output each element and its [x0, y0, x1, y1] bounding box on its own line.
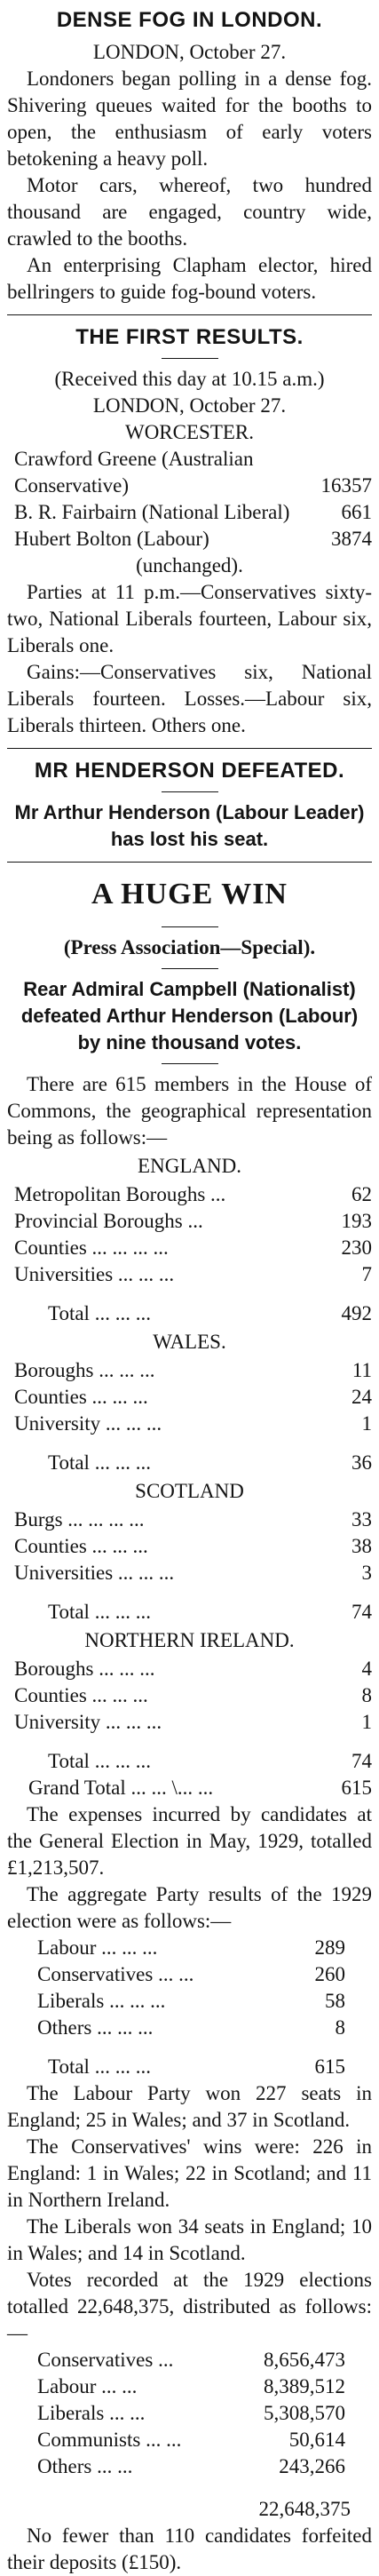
row-label: Universities	[14, 1562, 114, 1584]
row-dots: ... ... ...	[94, 2055, 151, 2078]
total-row	[7, 1748, 372, 1775]
grand-total-label: Grand Total	[28, 1777, 126, 1799]
row-dots: ... ... ...	[117, 1562, 175, 1584]
table-row	[7, 1235, 372, 1261]
total-value: 36	[351, 1451, 372, 1474]
table-row	[7, 1384, 372, 1411]
row-value: 1	[361, 1412, 372, 1435]
row-dots: ...	[187, 1210, 203, 1232]
divider	[7, 862, 372, 863]
divider	[7, 748, 372, 749]
row-value: 230	[341, 1236, 372, 1259]
row-dots: ... ... ...	[91, 1684, 148, 1706]
row-value: 62	[351, 1183, 372, 1205]
short-divider	[162, 1063, 218, 1064]
short-divider	[162, 791, 218, 792]
party-label: Conservatives	[37, 2349, 154, 2371]
candidate-name: Crawford Greene (Australian Conservative)	[14, 448, 254, 497]
candidate-votes: 3874	[331, 528, 372, 550]
party-seats: 8	[335, 2016, 345, 2039]
candidate-votes: 661	[341, 501, 372, 523]
deposits-para: No fewer than 110 candidates forfeited their deposits (£150).	[7, 2524, 372, 2573]
heading-huge-win: A HUGE WIN	[91, 878, 288, 910]
candidate-row	[7, 526, 372, 553]
table-row	[7, 1533, 372, 1560]
row-dots: ... ... \... ...	[130, 1777, 214, 1799]
total-label: Total	[48, 1451, 90, 1474]
votes-total: 22,648,375	[258, 2498, 351, 2520]
party-label: Liberals	[37, 2402, 105, 2424]
row-dots: ... ... ...	[109, 1990, 166, 2012]
row-value: 1	[361, 1711, 372, 1733]
row-dots: ... ... ...	[101, 1936, 158, 1959]
heading-henderson-defeated: MR HENDERSON DEFEATED.	[34, 759, 345, 783]
candidate-name: Hubert Bolton (Labour)	[14, 528, 209, 550]
row-dots: ... ... ...	[94, 1601, 151, 1623]
total-value: 74	[351, 1601, 372, 1623]
party-votes: 50,614	[288, 2429, 345, 2451]
total-label: Total	[48, 2055, 90, 2078]
row-label: Provincial Boroughs	[14, 1210, 183, 1232]
row-label: Counties	[14, 1386, 87, 1408]
party-row	[7, 1961, 372, 1988]
votes-row	[7, 2400, 372, 2427]
campbell-defeats-henderson: Rear Admiral Campbell (Nationalist) defeated Arthur Henderson (Labour) by nine thousand votes.	[20, 978, 359, 1053]
conservative-wins-para: The Conservatives' wins were: 226 in England: 1 in Wales; 22 in Scotland; and 11 in Northern Ireland.	[7, 2135, 372, 2211]
row-dots: ... ... ...	[94, 1750, 151, 1772]
total-row	[7, 1599, 372, 1626]
aggregate-intro: The aggregate Party results of the 1929 election were as follows:—	[7, 1883, 372, 1932]
short-divider	[162, 968, 218, 969]
grand-total-row	[7, 1775, 372, 1801]
row-dots: ...	[210, 1183, 226, 1205]
grand-total-value: 615	[341, 1777, 372, 1799]
headline-dense-fog: DENSE FOG IN LONDON.	[56, 8, 323, 32]
row-dots: ... ... ...	[117, 1263, 175, 1285]
party-votes: 8,389,512	[264, 2375, 345, 2397]
row-dots: ... ...	[101, 2375, 138, 2397]
table-row	[7, 1560, 372, 1586]
party-seats: 289	[314, 1936, 345, 1959]
table-row	[7, 1208, 372, 1235]
party-label: Others	[37, 2455, 92, 2477]
short-divider	[162, 358, 218, 359]
row-dots: ... ... ...	[105, 1412, 162, 1435]
party-votes: 243,266	[279, 2455, 345, 2477]
row-dots: ... ... ... ...	[67, 1508, 145, 1530]
fog-para-1: Londoners began polling in a dense fog. Shivering queues waited for the booths to open, the enthusiasm of early voters betokening a heavy poll.	[7, 68, 372, 170]
row-value: 3	[361, 1562, 372, 1584]
votes-row	[7, 2427, 372, 2453]
row-dots: ... ... ... ...	[91, 1236, 169, 1259]
row-label: Burgs	[14, 1508, 63, 1530]
fog-para-2: Motor cars, whereof, two hundred thousand are engaged, country wide, crawled to the booths.	[7, 174, 372, 250]
row-dots: ... ...	[97, 2455, 133, 2477]
row-dots: ... ...	[109, 2402, 146, 2424]
total-value: 74	[351, 1750, 372, 1772]
fog-dateline: LONDON, October 27.	[92, 41, 287, 63]
row-value: 4	[361, 1658, 372, 1680]
row-dots: ... ... ...	[97, 2016, 154, 2039]
expenses-para: The expenses incurred by candidates at the General Election in May, 1929, totalled £1,213,507.	[7, 1803, 372, 1879]
party-label: Labour	[37, 1936, 97, 1959]
heading-first-results: THE FIRST RESULTS.	[75, 325, 304, 349]
row-label: Metropolitan Boroughs	[14, 1183, 206, 1205]
row-label: Counties	[14, 1684, 87, 1706]
total-label: Total	[48, 1302, 90, 1324]
total-row	[7, 2054, 372, 2080]
table-row	[7, 1357, 372, 1384]
unchanged-note: (unchanged).	[136, 554, 243, 576]
row-dots: ... ...	[146, 2429, 182, 2451]
row-value: 7	[361, 1263, 372, 1285]
total-value: 615	[314, 2055, 345, 2078]
party-row	[7, 2015, 372, 2041]
section-england: ENGLAND.	[138, 1155, 241, 1177]
row-dots: ... ... ...	[99, 1658, 155, 1680]
labour-won-para: The Labour Party won 227 seats in England; 25 in Wales; and 37 in Scotland.	[7, 2082, 372, 2131]
press-association-source: (Press Association—Special).	[63, 936, 316, 958]
table-row	[7, 1709, 372, 1736]
candidate-name: B. R. Fairbairn (National Liberal)	[14, 501, 290, 523]
votes-row	[7, 2453, 372, 2480]
row-dots: ... ...	[158, 1963, 194, 1985]
parties-at-11: Parties at 11 p.m.—Conservatives sixty-two, National Liberals fourteen, Labour six, Liberals one.	[7, 581, 372, 656]
row-value: 11	[351, 1359, 372, 1381]
row-dots: ... ... ...	[105, 1711, 162, 1733]
table-row	[7, 1682, 372, 1709]
row-label: Counties	[14, 1535, 87, 1557]
row-value: 33	[351, 1508, 372, 1530]
row-dots: ...	[158, 2349, 174, 2371]
representation-intro: There are 615 members in the House of Commons, the geographical representation being as follows:—	[7, 1073, 372, 1149]
votes-row	[7, 2347, 372, 2373]
news-column	[7, 0, 372, 2576]
party-row	[7, 1988, 372, 2015]
row-value: 8	[361, 1684, 372, 1706]
table-row	[7, 1507, 372, 1533]
party-row	[7, 1935, 372, 1961]
candidate-row	[7, 499, 372, 526]
party-votes: 5,308,570	[264, 2402, 345, 2424]
section-northern-ireland: NORTHERN IRELAND.	[84, 1629, 295, 1651]
table-row	[7, 1411, 372, 1437]
row-label: Boroughs	[14, 1359, 94, 1381]
total-value: 492	[341, 1302, 372, 1324]
henderson-lost-seat: Mr Arthur Henderson (Labour Leader) has lost his seat.	[14, 801, 365, 850]
party-votes: 8,656,473	[264, 2349, 345, 2371]
total-label: Total	[48, 1601, 90, 1623]
table-row	[7, 1656, 372, 1682]
row-label: Counties	[14, 1236, 87, 1259]
party-label: Liberals	[37, 1990, 105, 2012]
table-row	[7, 1261, 372, 1288]
party-label: Conservatives	[37, 1963, 154, 1985]
row-dots: ... ... ...	[99, 1359, 155, 1381]
row-dots: ... ... ...	[91, 1535, 148, 1557]
candidate-row	[7, 446, 372, 499]
fog-para-3: An enterprising Clapham elector, hired bellringers to guide fog-bound voters.	[7, 254, 372, 303]
section-wales: WALES.	[153, 1331, 226, 1353]
total-row	[7, 1450, 372, 1476]
votes-row	[7, 2373, 372, 2400]
seat-worcester: WORCESTER.	[124, 421, 255, 443]
gains-losses: Gains:—Conservatives six, National Liberals fourteen. Losses.—Labour six, Liberals thirteen. Others one.	[7, 661, 372, 736]
party-label: Others	[37, 2016, 92, 2039]
section-scotland: SCOTLAND	[135, 1480, 244, 1502]
total-row	[7, 1300, 372, 1327]
party-label: Communists	[37, 2429, 141, 2451]
row-label: Boroughs	[14, 1658, 94, 1680]
row-label: University	[14, 1711, 101, 1733]
row-dots: ... ... ...	[91, 1386, 148, 1408]
row-label: University	[14, 1412, 101, 1435]
votes-intro: Votes recorded at the 1929 elections totalled 22,648,375, distributed as follows:—	[7, 2269, 372, 2344]
liberals-won-para: The Liberals won 34 seats in England; 10 in Wales; and 14 in Scotland.	[7, 2215, 372, 2264]
candidate-votes: 16357	[320, 474, 372, 497]
results-dateline: LONDON, October 27.	[92, 394, 287, 417]
row-label: Universities	[14, 1263, 114, 1285]
row-dots: ... ... ...	[94, 1451, 151, 1474]
row-dots: ... ... ...	[94, 1302, 151, 1324]
party-label: Labour	[37, 2375, 97, 2397]
received-time: (Received this day at 10.15 a.m.)	[54, 368, 325, 390]
divider	[7, 314, 372, 315]
row-value: 24	[351, 1386, 372, 1408]
total-label: Total	[48, 1750, 90, 1772]
row-value: 193	[341, 1210, 372, 1232]
party-seats: 260	[314, 1963, 345, 1985]
row-value: 38	[351, 1535, 372, 1557]
short-divider	[162, 926, 218, 927]
table-row	[7, 1181, 372, 1208]
party-seats: 58	[325, 1990, 345, 2012]
